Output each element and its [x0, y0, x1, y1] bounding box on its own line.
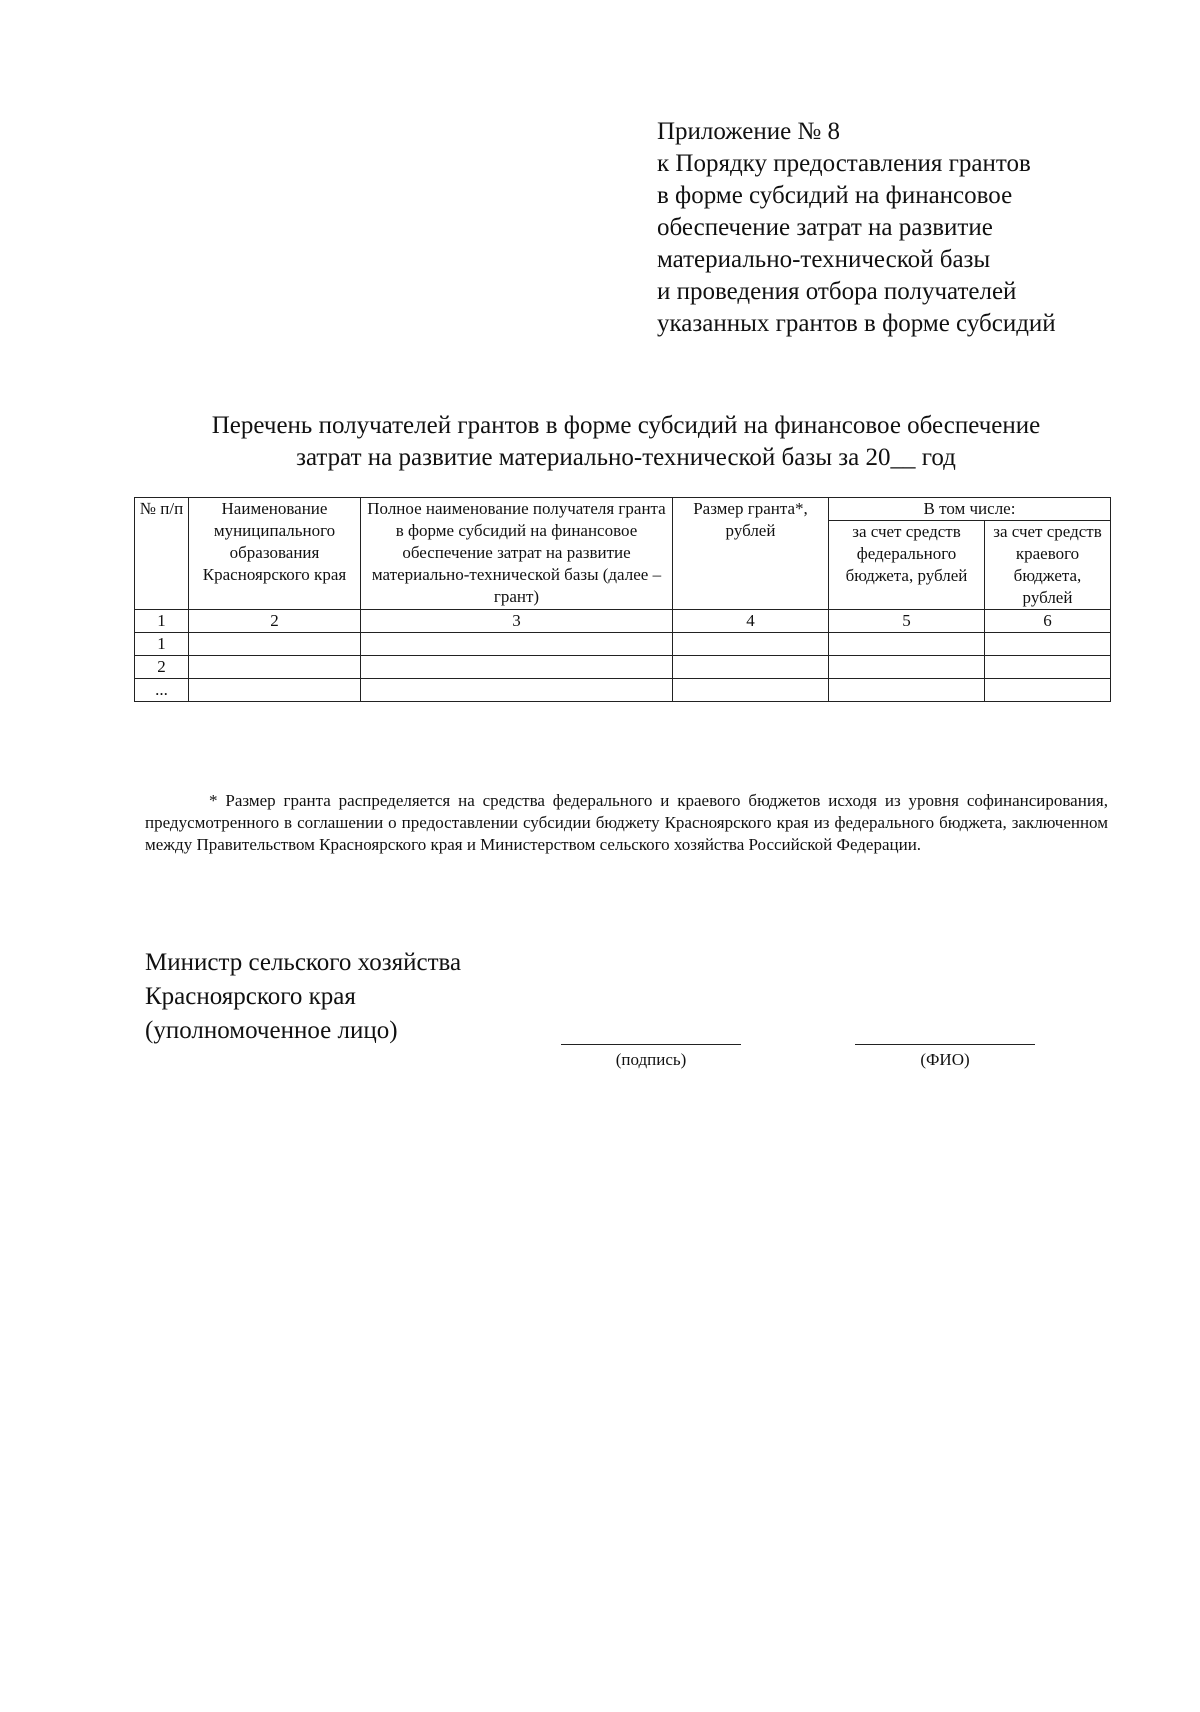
- appendix-line: обеспечение затрат на развитие: [657, 214, 993, 241]
- appendix-line: Приложение № 8: [657, 118, 841, 145]
- table-cell: [189, 656, 361, 679]
- table-cell: [673, 679, 829, 702]
- table-cell: [985, 679, 1111, 702]
- table-cell: [829, 633, 985, 656]
- header-federal-budget: за счет средств федерального бюджета, рублей: [829, 521, 985, 610]
- row-number: ...: [135, 679, 189, 702]
- row-number: 2: [135, 656, 189, 679]
- column-number: 4: [673, 610, 829, 633]
- document-title-line-2: затрат на развитие материально-технической базы за 20__ год: [296, 444, 956, 471]
- header-grant-size: Размер гранта*, рублей: [673, 498, 829, 610]
- column-number-row: [135, 610, 1111, 633]
- table-cell: [361, 679, 673, 702]
- table-row: [135, 656, 1111, 679]
- table-cell: [361, 656, 673, 679]
- table-cell: [829, 679, 985, 702]
- table-cell: [189, 633, 361, 656]
- table-cell: [361, 633, 673, 656]
- fio-line: [855, 1044, 1035, 1045]
- signatory-block: [145, 946, 461, 1048]
- header-including: В том числе:: [829, 498, 1111, 521]
- header-number: № п/п: [135, 498, 189, 610]
- signatory-title: Министр сельского хозяйства: [145, 949, 462, 976]
- table-cell: [985, 656, 1111, 679]
- signature-line: [561, 1044, 741, 1045]
- appendix-line: в форме субсидий на финансовое: [657, 182, 1013, 209]
- document-title: [100, 410, 1152, 474]
- signatory-region: Красноярского края: [145, 983, 356, 1010]
- column-number: 3: [361, 610, 673, 633]
- table-cell: [673, 633, 829, 656]
- column-number: 6: [985, 610, 1111, 633]
- table-cell: [189, 679, 361, 702]
- header-municipality: Наименование муниципального образования Красноярского края: [189, 498, 361, 610]
- document-title-line-1: Перечень получателей грантов в форме субсидий на финансовое обеспечение: [211, 412, 1041, 439]
- appendix-line: к Порядку предоставления грантов: [657, 150, 1031, 177]
- header-regional-budget: за счет средств краевого бюджета, рублей: [985, 521, 1111, 610]
- signatory-role: (уполномоченное лицо): [145, 1017, 398, 1044]
- table-cell: [829, 656, 985, 679]
- appendix-line: материально-технической базы: [657, 246, 991, 273]
- header-recipient-name: Полное наименование получателя гранта в форме субсидий на финансовое обеспечение затрат на развитие материально-технической базы (далее – грант): [361, 498, 673, 610]
- appendix-line: и проведения отбора получателей: [657, 278, 1017, 305]
- grant-recipients-table: [134, 497, 1111, 702]
- row-number: 1: [135, 633, 189, 656]
- column-number: 5: [829, 610, 985, 633]
- table-row: [135, 679, 1111, 702]
- footnote: * Размер гранта распределяется на средства федерального и краевого бюджетов исходя из уровня софинансирования, предусмотренного в соглашении о предоставлении субсидии бюджету Красноярского края из федерального бюджета, заключенном между Правительством Красноярского края и Министерством сельского хозяйства Российской Федерации.: [145, 791, 1108, 854]
- fio-caption: (ФИО): [920, 1050, 970, 1069]
- table-row: [135, 633, 1111, 656]
- appendix-line: указанных грантов в форме субсидий: [657, 310, 1056, 337]
- column-number: 2: [189, 610, 361, 633]
- table-header-row: [135, 498, 1111, 521]
- table-cell: [673, 656, 829, 679]
- table-cell: [985, 633, 1111, 656]
- signature-caption: (подпись): [615, 1050, 687, 1069]
- column-number: 1: [135, 610, 189, 633]
- appendix-header: [657, 116, 1177, 340]
